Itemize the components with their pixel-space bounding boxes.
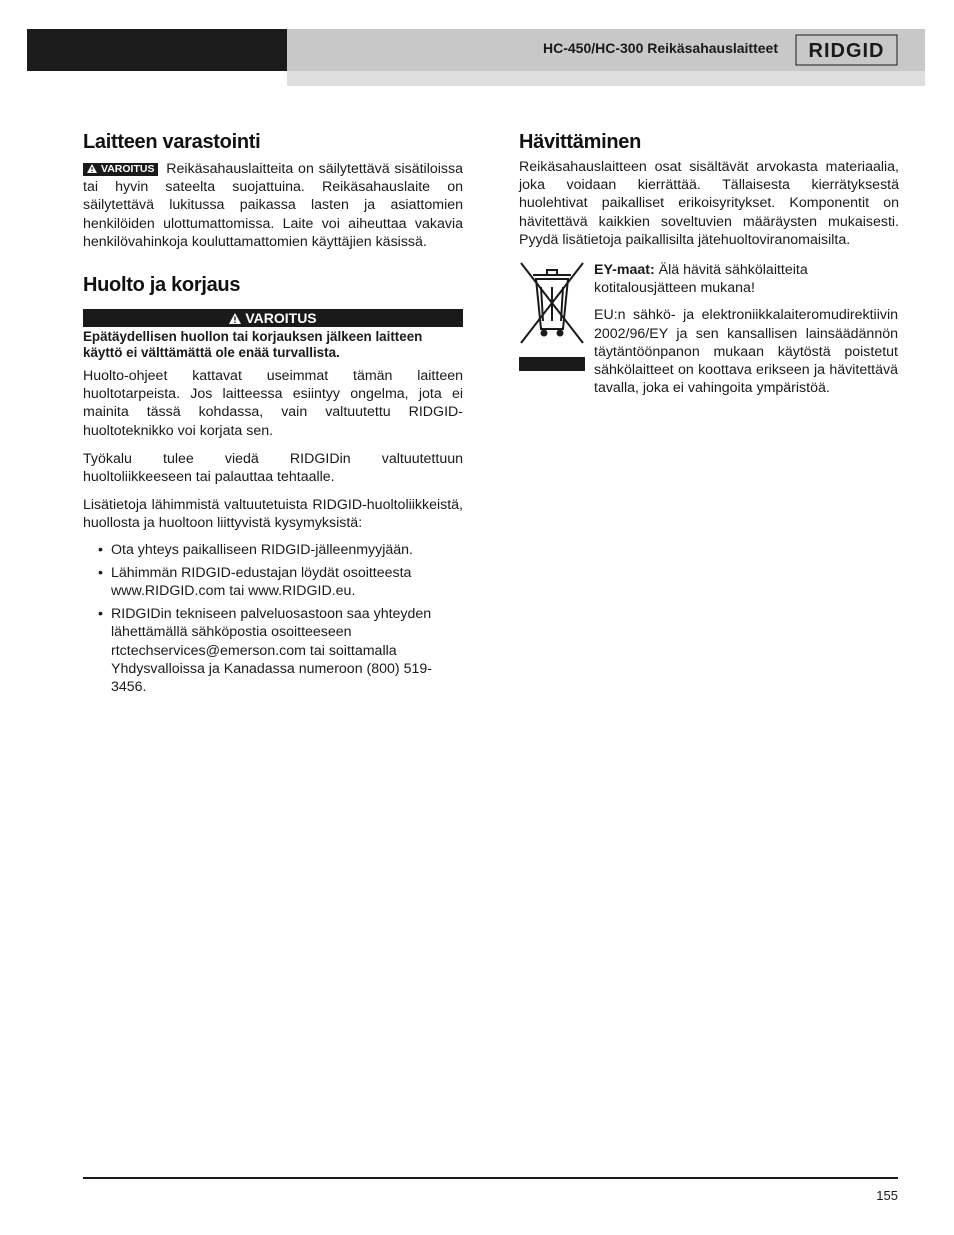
- service-paragraph-1: Huolto-ohjeet kattavat useimmat tämän laitteen huoltotarpeista. Jos laitteessa esiintyy ongelma, jota ei mainita tässä kohdassa, vain valtuutettu RIDGID-huoltoteknikko voi korjata sen.: [83, 368, 463, 439]
- service-paragraph-2: Työkalu tulee viedä RIDGIDin valtuutettuun huoltoliikkeeseen tai palauttaa tehtaalle.: [83, 450, 463, 486]
- disposal-paragraph-2: EU:n sähkö- ja elektroniikkalaiteromudirektiivin 2002/96/EY ja sen kansallisen lainsäädännön täytäntöönpanon mukaan käytöstä poistetut sähkölaitteet on koottava erikseen ja hävitettävä tavalla, joka ei vahingoita ympäristöä.: [594, 307, 898, 397]
- weee-text: [594, 261, 898, 397]
- left-column: [83, 130, 463, 696]
- disposal-paragraph-1: Reikäsahauslaitteen osat sisältävät arvokasta materiaalia, joka voidaan kierrättää. Tällaisesta kierrätyksestä huolehtivat paikalliset erikoisyritykset. Komponentit on hävitettävä kaikkien soveltuvien määräysten mukaisesti. Pyydä lisätietoja paikallisilta jätehuoltoviranomaisilta.: [519, 159, 899, 248]
- eu-label: EY-maat:: [594, 262, 655, 279]
- ridgid-logo: [795, 34, 898, 66]
- header-black-bar: [27, 29, 287, 71]
- service-paragraph-3: Lisätietoja lähimmistä valtuutetuista RIDGID-huoltoliikkeistä, huollosta ja huoltoon liittyvistä kysymyksistä:: [83, 497, 463, 532]
- warning-triangle-icon: [87, 164, 97, 173]
- service-contact-list: [83, 541, 463, 697]
- crossed-out-wheelie-bin-icon: [519, 261, 585, 371]
- svg-text:RIDGID: RIDGID: [808, 40, 885, 62]
- header-title: HC-450/HC-300 Reikäsahauslaitteet: [543, 40, 778, 56]
- footer-divider: [83, 1177, 898, 1179]
- list-item: • RIDGIDin tekniseen palveluosastoon saa yhteyden lähettämällä sähköpostia osoitteeseen rtctechservices@emerson.com tai soittamalla Yhdysvalloissa ja Kanadassa numeroon (800) 519-3456.: [83, 605, 463, 696]
- service-heading: Huolto ja korjaus: [83, 274, 241, 297]
- service-warning-label: VAROITUS: [245, 310, 317, 327]
- service-warning-bar: [83, 309, 463, 327]
- storage-paragraph: [83, 160, 463, 251]
- service-warning-text: Epätäydellisen huollon tai korjauksen jälkeen laitteen käyttö ei välttämättä ole enää turvallista.: [83, 329, 423, 361]
- eu-notice: [594, 261, 898, 297]
- disposal-heading: Hävittäminen: [519, 131, 641, 153]
- right-column: [519, 130, 899, 421]
- page-number: 155: [876, 1188, 898, 1203]
- eu-text: Älä hävitä sähkölaitteita kotitalousjätteen mukana!: [594, 262, 808, 297]
- list-item: • Ota yhteys paikalliseen RIDGID-jälleenmyyjään.: [83, 541, 463, 559]
- storage-heading: Laitteen varastointi: [83, 131, 261, 153]
- list-item: • Lähimmän RIDGID-edustajan löydät osoitteesta www.RIDGID.com tai www.RIDGID.eu.: [83, 564, 463, 600]
- storage-warning-badge: VAROITUS: [83, 163, 158, 176]
- weee-section: [519, 261, 899, 421]
- header-gray-strip: [287, 71, 925, 86]
- warning-triangle-icon: [229, 313, 241, 324]
- storage-text: Reikäsahauslaitteita on säilytettävä sisätiloissa tai hyvin sateelta suojattuina. Reikäsahauslaite on säilytettävä lukitussa paikassa lasten ja asiattomien henkilöiden ulottumattomissa. Laite voi aiheuttaa vakavia henkilövahinkoja kouluttamattomien käyttäjien käsissä.: [83, 161, 463, 250]
